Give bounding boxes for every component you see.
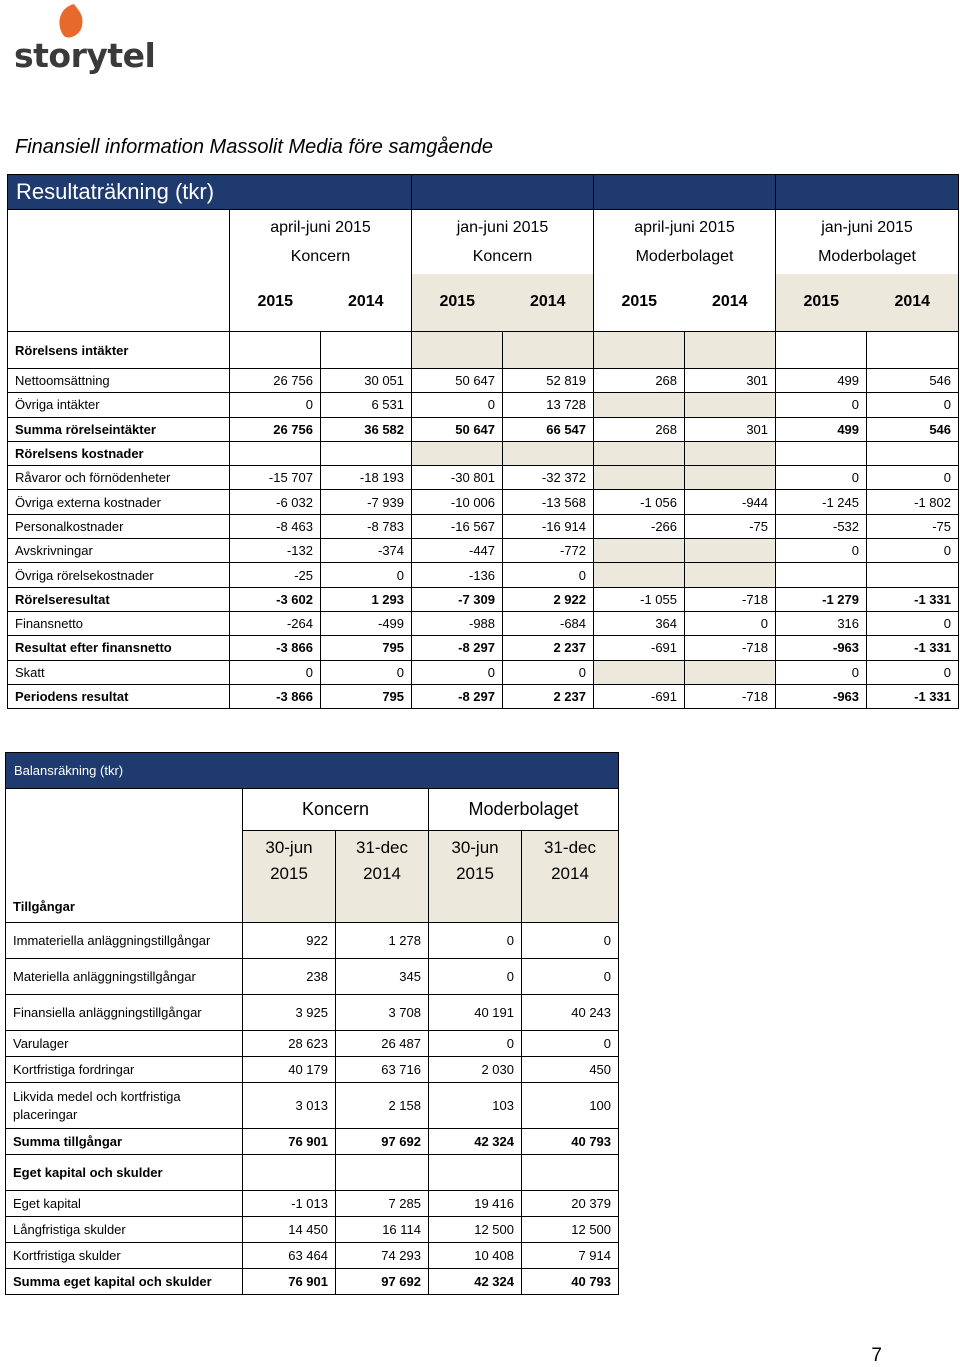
value-cell: -718 <box>685 587 776 611</box>
table-row <box>6 1217 619 1243</box>
value-cell <box>594 441 685 465</box>
value-cell: -16 567 <box>412 514 503 538</box>
value-cell: 0 <box>867 611 959 635</box>
date-year: 2015 <box>270 864 308 883</box>
value-cell <box>867 332 959 369</box>
header-spacer <box>8 210 230 274</box>
entity-label: Koncern <box>472 247 533 265</box>
table-row <box>8 466 959 490</box>
page-number: 7 <box>871 1345 882 1366</box>
value-cell: 0 <box>776 539 867 563</box>
value-cell: -25 <box>230 563 321 587</box>
value-cell: 20 379 <box>522 1191 619 1217</box>
value-cell: 26 756 <box>230 369 321 393</box>
value-cell: 0 <box>429 1031 522 1057</box>
value-cell: 0 <box>867 466 959 490</box>
year-header: 2014 <box>867 274 959 332</box>
value-cell <box>503 441 594 465</box>
value-cell: 3 925 <box>243 995 336 1031</box>
value-cell: 0 <box>685 611 776 635</box>
table-row <box>8 539 959 563</box>
value-cell: 97 692 <box>336 1269 429 1295</box>
table-row <box>6 1155 619 1191</box>
table-row <box>8 369 959 393</box>
value-cell <box>685 563 776 587</box>
value-cell: 0 <box>321 563 412 587</box>
value-cell: 7 285 <box>336 1191 429 1217</box>
value-cell: 52 819 <box>503 369 594 393</box>
value-cell: 30 051 <box>321 369 412 393</box>
value-cell: 42 324 <box>429 1269 522 1295</box>
value-cell: 50 647 <box>412 417 503 441</box>
row-label: Periodens resultat <box>8 684 230 708</box>
value-cell: -1 245 <box>776 490 867 514</box>
value-cell: -13 568 <box>503 490 594 514</box>
value-cell: -684 <box>503 611 594 635</box>
date-day: 31-dec <box>544 838 596 857</box>
value-cell: 6 531 <box>321 393 412 417</box>
year-header: 2014 <box>685 274 776 332</box>
value-cell: 12 500 <box>429 1217 522 1243</box>
value-cell: 0 <box>503 563 594 587</box>
row-label: Övriga rörelsekostnader <box>8 563 230 587</box>
value-cell <box>412 332 503 369</box>
row-label: Summa eget kapital och skulder <box>6 1269 243 1295</box>
value-cell: 301 <box>685 369 776 393</box>
entity-label: Moderbolaget <box>818 247 916 265</box>
assets-label: Tillgångar <box>6 831 243 923</box>
value-cell: 40 191 <box>429 995 522 1031</box>
value-cell: 74 293 <box>336 1243 429 1269</box>
value-cell: 0 <box>522 1031 619 1057</box>
income-title-cell <box>594 175 776 210</box>
row-label: Långfristiga skulder <box>6 1217 243 1243</box>
period-label: april-juni 2015 <box>270 218 371 236</box>
value-cell: 499 <box>776 369 867 393</box>
value-cell: 76 901 <box>243 1269 336 1295</box>
value-cell: -691 <box>594 636 685 660</box>
value-cell: -8 297 <box>412 684 503 708</box>
value-cell <box>685 466 776 490</box>
logo-wordmark: storytel <box>14 36 156 75</box>
value-cell: 0 <box>429 923 522 959</box>
value-cell: 922 <box>243 923 336 959</box>
year-header: 2014 <box>321 274 412 332</box>
value-cell: 40 179 <box>243 1057 336 1083</box>
value-cell: -1 331 <box>867 636 959 660</box>
value-cell <box>685 660 776 684</box>
value-cell: 42 324 <box>429 1129 522 1155</box>
value-cell: 345 <box>336 959 429 995</box>
value-cell: 63 716 <box>336 1057 429 1083</box>
value-cell: 0 <box>412 393 503 417</box>
value-cell: 1 293 <box>321 587 412 611</box>
value-cell: 0 <box>867 660 959 684</box>
value-cell: -75 <box>867 514 959 538</box>
value-cell: 12 500 <box>522 1217 619 1243</box>
row-label: Övriga intäkter <box>8 393 230 417</box>
value-cell: 2 237 <box>503 636 594 660</box>
period-header <box>776 210 959 274</box>
value-cell: -718 <box>685 636 776 660</box>
table-row <box>6 1243 619 1269</box>
value-cell: 301 <box>685 417 776 441</box>
row-label: Eget kapital och skulder <box>6 1155 243 1191</box>
date-day: 30-jun <box>265 838 313 857</box>
group-header: Moderbolaget <box>429 789 619 831</box>
value-cell <box>503 332 594 369</box>
row-label: Varulager <box>6 1031 243 1057</box>
row-label: Skatt <box>8 660 230 684</box>
value-cell: 100 <box>522 1083 619 1129</box>
row-label: Kortfristiga fordringar <box>6 1057 243 1083</box>
year-header: 2015 <box>594 274 685 332</box>
row-label: Finansiella anläggningstillgångar <box>6 995 243 1031</box>
income-title-cell <box>412 175 594 210</box>
value-cell: 450 <box>522 1057 619 1083</box>
row-label: Personalkostnader <box>8 514 230 538</box>
value-cell <box>230 441 321 465</box>
value-cell: -772 <box>503 539 594 563</box>
date-header <box>243 831 336 923</box>
value-cell: 0 <box>776 466 867 490</box>
value-cell: 1 278 <box>336 923 429 959</box>
value-cell: -7 309 <box>412 587 503 611</box>
value-cell: -7 939 <box>321 490 412 514</box>
value-cell: -10 006 <box>412 490 503 514</box>
table-row <box>8 636 959 660</box>
value-cell: -1 802 <box>867 490 959 514</box>
value-cell: -1 013 <box>243 1191 336 1217</box>
table-row <box>6 1269 619 1295</box>
value-cell: -944 <box>685 490 776 514</box>
value-cell: -136 <box>412 563 503 587</box>
table-row <box>8 563 959 587</box>
value-cell: 364 <box>594 611 685 635</box>
value-cell: 103 <box>429 1083 522 1129</box>
value-cell <box>321 441 412 465</box>
row-label: Övriga externa kostnader <box>8 490 230 514</box>
table-row <box>6 1083 619 1129</box>
table-row <box>8 441 959 465</box>
row-label: Rörelseresultat <box>8 587 230 611</box>
value-cell: 268 <box>594 417 685 441</box>
table-row <box>6 1057 619 1083</box>
value-cell: -718 <box>685 684 776 708</box>
value-cell: 10 408 <box>429 1243 522 1269</box>
period-label: jan-juni 2015 <box>821 218 913 236</box>
value-cell <box>230 332 321 369</box>
row-label: Eget kapital <box>6 1191 243 1217</box>
value-cell <box>685 441 776 465</box>
value-cell: 40 793 <box>522 1129 619 1155</box>
value-cell: 2 030 <box>429 1057 522 1083</box>
value-cell: -8 463 <box>230 514 321 538</box>
balance-title: Balansräkning (tkr) <box>6 753 619 789</box>
value-cell: 40 243 <box>522 995 619 1031</box>
document-title: Finansiell information Massolit Media före samgående <box>15 136 494 158</box>
value-cell: 40 793 <box>522 1269 619 1295</box>
value-cell: 3 708 <box>336 995 429 1031</box>
period-label: jan-juni 2015 <box>456 218 549 236</box>
value-cell: 26 756 <box>230 417 321 441</box>
value-cell <box>321 332 412 369</box>
row-label: Nettoomsättning <box>8 369 230 393</box>
period-header <box>594 210 776 274</box>
date-year: 2014 <box>363 864 401 883</box>
row-label: Rörelsens kostnader <box>8 441 230 465</box>
table-row <box>6 959 619 995</box>
table-row <box>8 587 959 611</box>
date-day: 30-jun <box>451 838 499 857</box>
table-row <box>8 417 959 441</box>
balance-sheet-table <box>5 752 619 1295</box>
table-row <box>8 332 959 369</box>
value-cell: -6 032 <box>230 490 321 514</box>
date-year: 2015 <box>456 864 494 883</box>
value-cell: 2 922 <box>503 587 594 611</box>
row-label: Kortfristiga skulder <box>6 1243 243 1269</box>
value-cell: 97 692 <box>336 1129 429 1155</box>
value-cell: -447 <box>412 539 503 563</box>
value-cell: 546 <box>867 417 959 441</box>
value-cell <box>412 441 503 465</box>
value-cell <box>867 441 959 465</box>
value-cell <box>243 1155 336 1191</box>
value-cell: -532 <box>776 514 867 538</box>
row-label: Immateriella anläggningstillgångar <box>6 923 243 959</box>
table-row <box>8 660 959 684</box>
group-header: Koncern <box>243 789 429 831</box>
table-row <box>8 611 959 635</box>
value-cell: 36 582 <box>321 417 412 441</box>
value-cell: 3 013 <box>243 1083 336 1129</box>
header-spacer <box>6 789 243 831</box>
row-label: Summa tillgångar <box>6 1129 243 1155</box>
period-label: april-juni 2015 <box>634 218 735 236</box>
value-cell: 316 <box>776 611 867 635</box>
storytel-logo <box>14 0 156 80</box>
entity-label: Moderbolaget <box>635 247 734 265</box>
value-cell: -963 <box>776 684 867 708</box>
value-cell: -3 866 <box>230 684 321 708</box>
value-cell: 50 647 <box>412 369 503 393</box>
value-cell: 0 <box>776 393 867 417</box>
value-cell: 0 <box>867 539 959 563</box>
value-cell: 26 487 <box>336 1031 429 1057</box>
row-label: Summa rörelseintäkter <box>8 417 230 441</box>
value-cell: -1 055 <box>594 587 685 611</box>
period-header <box>230 210 412 274</box>
value-cell: 16 114 <box>336 1217 429 1243</box>
value-cell: -18 193 <box>321 466 412 490</box>
value-cell: -30 801 <box>412 466 503 490</box>
value-cell <box>776 441 867 465</box>
table-row <box>6 1129 619 1155</box>
value-cell <box>336 1155 429 1191</box>
value-cell: 0 <box>321 660 412 684</box>
value-cell: 19 416 <box>429 1191 522 1217</box>
storytel-logo-mark-icon <box>50 2 88 40</box>
value-cell <box>867 563 959 587</box>
entity-label: Koncern <box>290 247 351 265</box>
value-cell: 0 <box>412 660 503 684</box>
value-cell <box>429 1155 522 1191</box>
value-cell: 0 <box>522 959 619 995</box>
value-cell: -1 331 <box>867 587 959 611</box>
value-cell: 0 <box>230 393 321 417</box>
value-cell: 0 <box>522 923 619 959</box>
date-year: 2014 <box>551 864 589 883</box>
table-row <box>8 393 959 417</box>
value-cell: 13 728 <box>503 393 594 417</box>
value-cell <box>685 332 776 369</box>
value-cell <box>776 563 867 587</box>
value-cell: -16 914 <box>503 514 594 538</box>
value-cell: -75 <box>685 514 776 538</box>
period-header <box>412 210 594 274</box>
table-row <box>6 923 619 959</box>
value-cell: 7 914 <box>522 1243 619 1269</box>
value-cell <box>685 539 776 563</box>
value-cell: -32 372 <box>503 466 594 490</box>
value-cell: -8 297 <box>412 636 503 660</box>
value-cell: 0 <box>776 660 867 684</box>
value-cell: -691 <box>594 684 685 708</box>
value-cell: 0 <box>867 393 959 417</box>
value-cell: -264 <box>230 611 321 635</box>
value-cell: 0 <box>503 660 594 684</box>
value-cell: 28 623 <box>243 1031 336 1057</box>
row-label: Finansnetto <box>8 611 230 635</box>
value-cell <box>594 539 685 563</box>
row-label: Likvida medel och kortfristiga placeringar <box>6 1083 243 1129</box>
value-cell: -1 056 <box>594 490 685 514</box>
value-cell: -8 783 <box>321 514 412 538</box>
value-cell <box>594 563 685 587</box>
date-header <box>522 831 619 923</box>
value-cell: -266 <box>594 514 685 538</box>
year-header: 2015 <box>776 274 867 332</box>
value-cell <box>776 332 867 369</box>
value-cell: -15 707 <box>230 466 321 490</box>
value-cell: 0 <box>230 660 321 684</box>
value-cell: -988 <box>412 611 503 635</box>
value-cell <box>594 332 685 369</box>
value-cell: -499 <box>321 611 412 635</box>
table-row <box>8 490 959 514</box>
table-row <box>8 514 959 538</box>
value-cell: 14 450 <box>243 1217 336 1243</box>
date-header <box>336 831 429 923</box>
table-row <box>6 1031 619 1057</box>
value-cell: 2 158 <box>336 1083 429 1129</box>
value-cell: 76 901 <box>243 1129 336 1155</box>
table-row <box>6 1191 619 1217</box>
income-statement-table <box>7 174 959 709</box>
row-label: Rörelsens intäkter <box>8 332 230 369</box>
year-header: 2015 <box>230 274 321 332</box>
date-day: 31-dec <box>356 838 408 857</box>
income-title-cell <box>776 175 959 210</box>
date-header <box>429 831 522 923</box>
value-cell <box>522 1155 619 1191</box>
table-row <box>8 684 959 708</box>
value-cell <box>594 393 685 417</box>
value-cell: 2 237 <box>503 684 594 708</box>
value-cell: -132 <box>230 539 321 563</box>
value-cell: -1 279 <box>776 587 867 611</box>
value-cell: 268 <box>594 369 685 393</box>
value-cell: 546 <box>867 369 959 393</box>
row-label: Materiella anläggningstillgångar <box>6 959 243 995</box>
header-spacer <box>8 274 230 332</box>
table-row <box>6 995 619 1031</box>
value-cell: 63 464 <box>243 1243 336 1269</box>
value-cell <box>594 466 685 490</box>
value-cell <box>594 660 685 684</box>
value-cell: -374 <box>321 539 412 563</box>
value-cell: 499 <box>776 417 867 441</box>
value-cell: 66 547 <box>503 417 594 441</box>
value-cell <box>685 393 776 417</box>
value-cell: -963 <box>776 636 867 660</box>
row-label: Råvaror och förnödenheter <box>8 466 230 490</box>
row-label: Avskrivningar <box>8 539 230 563</box>
income-title: Resultaträkning (tkr) <box>8 175 412 210</box>
year-header: 2014 <box>503 274 594 332</box>
value-cell: 795 <box>321 684 412 708</box>
value-cell: -1 331 <box>867 684 959 708</box>
value-cell: -3 866 <box>230 636 321 660</box>
value-cell: -3 602 <box>230 587 321 611</box>
value-cell: 238 <box>243 959 336 995</box>
row-label: Resultat efter finansnetto <box>8 636 230 660</box>
value-cell: 0 <box>429 959 522 995</box>
value-cell: 795 <box>321 636 412 660</box>
year-header: 2015 <box>412 274 503 332</box>
